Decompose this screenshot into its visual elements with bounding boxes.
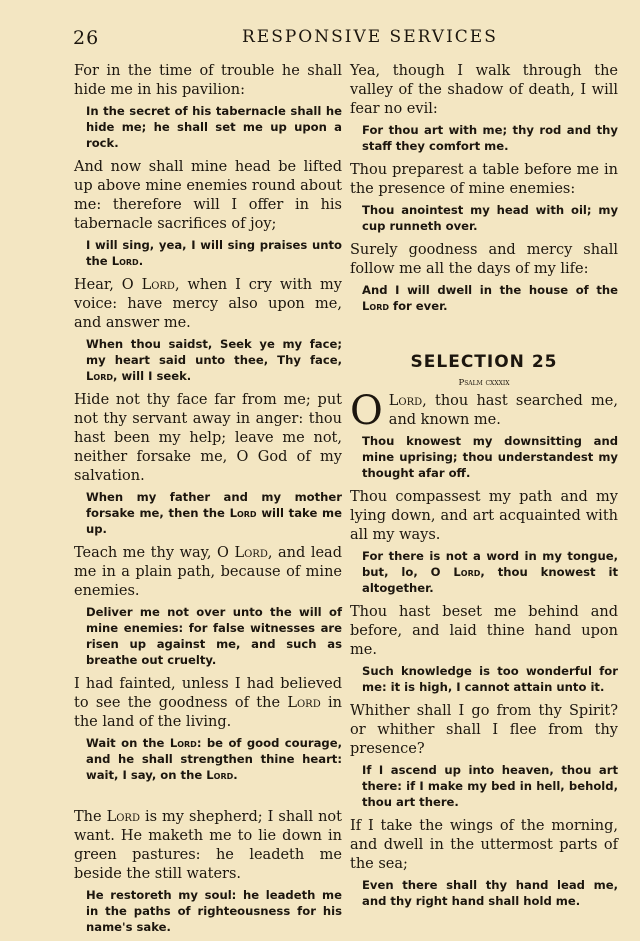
verse-response: In the secret of his tabernacle shall he hide me; he shall set me up upon a rock. xyxy=(86,104,342,150)
opening-verse: O Lord, thou hast searched me, and known me. xyxy=(350,388,618,434)
lord-smallcaps: Lord xyxy=(229,506,257,520)
lord-smallcaps: Lord xyxy=(169,736,197,750)
drop-cap: O xyxy=(350,388,383,434)
verse-response: And I will dwell in the house of the Lord for ever. xyxy=(362,283,618,313)
verse-response: If I ascend up into heaven, thou art there: if I make my bed in hell, behold, thou art there. xyxy=(362,763,618,809)
lord-smallcaps: Lord xyxy=(106,809,140,825)
verse-leader: Yea, though I walk through the valley of the shadow of death, I will fear no evil: xyxy=(350,63,618,117)
verse-response: For there is not a word in my tongue, but, lo, O Lord, thou knowest it altogether. xyxy=(362,549,618,595)
left-column xyxy=(74,62,342,935)
lord-smallcaps: Lord xyxy=(362,299,389,313)
psalm-reference: Psalm cxxxix xyxy=(458,378,510,388)
verse-response: When thou saidst, Seek ye my face; my heart said unto thee, Thy face, Lord, will I seek. xyxy=(86,337,342,383)
verse-response: He restoreth my soul: he leadeth me in the paths of righteousness for his name's sake. xyxy=(86,888,342,934)
verse-leader: Thou compassest my path and my lying down, and art acquainted with all my ways. xyxy=(350,489,618,543)
verse-leader: Hear, O Lord, when I cry with my voice: have mercy also upon me, and answer me. xyxy=(74,277,342,331)
verse-response: Deliver me not over unto the will of mine enemies: for false witnesses are risen up against me, and such as breathe out cruelty. xyxy=(86,605,342,667)
verse-response: Even there shall thy hand lead me, and thy right hand shall hold me. xyxy=(362,878,618,908)
running-title: RESPONSIVE SERVICES xyxy=(242,27,498,47)
verse-leader: Teach me thy way, O Lord, and lead me in a plain path, because of mine enemies. xyxy=(74,545,342,599)
lord-smallcaps: Lord xyxy=(388,393,423,409)
verse-leader: Whither shall I go from thy Spirit? or whither shall I flee from thy presence? xyxy=(350,703,618,757)
lord-smallcaps: Lord xyxy=(111,254,139,268)
selection-title: SELECTION 25 xyxy=(410,352,558,372)
verse-response: For thou art with me; thy rod and thy staff they comfort me. xyxy=(362,123,618,153)
verse-response: Thou anointest my head with oil; my cup runneth over. xyxy=(362,203,618,233)
page-header xyxy=(0,27,640,51)
lord-smallcaps: Lord xyxy=(141,277,175,293)
verse-leader: For in the time of trouble he shall hide me in his pavilion: xyxy=(74,63,342,98)
verse-response: Thou knowest my downsitting and mine uprising; thou understandest my thought afar off. xyxy=(362,434,618,480)
verse-leader: Thou preparest a table before me in the presence of mine enemies: xyxy=(350,162,618,197)
section-gap xyxy=(74,783,342,808)
page-number: 26 xyxy=(73,27,100,49)
verse-leader: Thou hast beset me behind and before, and laid thine hand upon me. xyxy=(350,604,618,658)
verse-leader: And now shall mine head be lifted up above mine enemies round about me: therefore will I offer in his tabernacle sacrifices of joy; xyxy=(74,159,342,232)
lord-smallcaps: Lord xyxy=(453,565,481,579)
verse-response: When my father and my mother forsake me, then the Lord will take me up. xyxy=(86,490,342,536)
lord-smallcaps: Lord xyxy=(206,768,234,782)
verse-leader: Hide not thy face far from me; put not thy servant away in anger: thou hast been my help; leave me not, neither forsake me, O God of my salvation. xyxy=(74,392,342,484)
verse-leader: I had fainted, unless I had believed to see the goodness of the Lord in the land of the living. xyxy=(74,676,342,730)
lord-smallcaps: Lord xyxy=(287,695,321,711)
right-column xyxy=(350,62,618,909)
verse-response: Such knowledge is too wonderful for me: it is high, I cannot attain unto it. xyxy=(362,664,618,694)
verse-response: I will sing, yea, I will sing praises unto the Lord. xyxy=(86,238,342,268)
lord-smallcaps: Lord xyxy=(86,369,113,383)
verse-response: Wait on the Lord: be of good courage, and he shall strengthen thine heart: wait, I say, on the Lord. xyxy=(86,736,342,782)
verse-leader: If I take the wings of the morning, and dwell in the uttermost parts of the sea; xyxy=(350,818,618,872)
lord-smallcaps: Lord xyxy=(234,545,268,561)
verse-leader: The Lord is my shepherd; I shall not want. He maketh me to lie down in green pastures: he leadeth me beside the still waters. xyxy=(74,809,342,882)
verse-leader: Surely goodness and mercy shall follow me all the days of my life: xyxy=(350,242,618,277)
